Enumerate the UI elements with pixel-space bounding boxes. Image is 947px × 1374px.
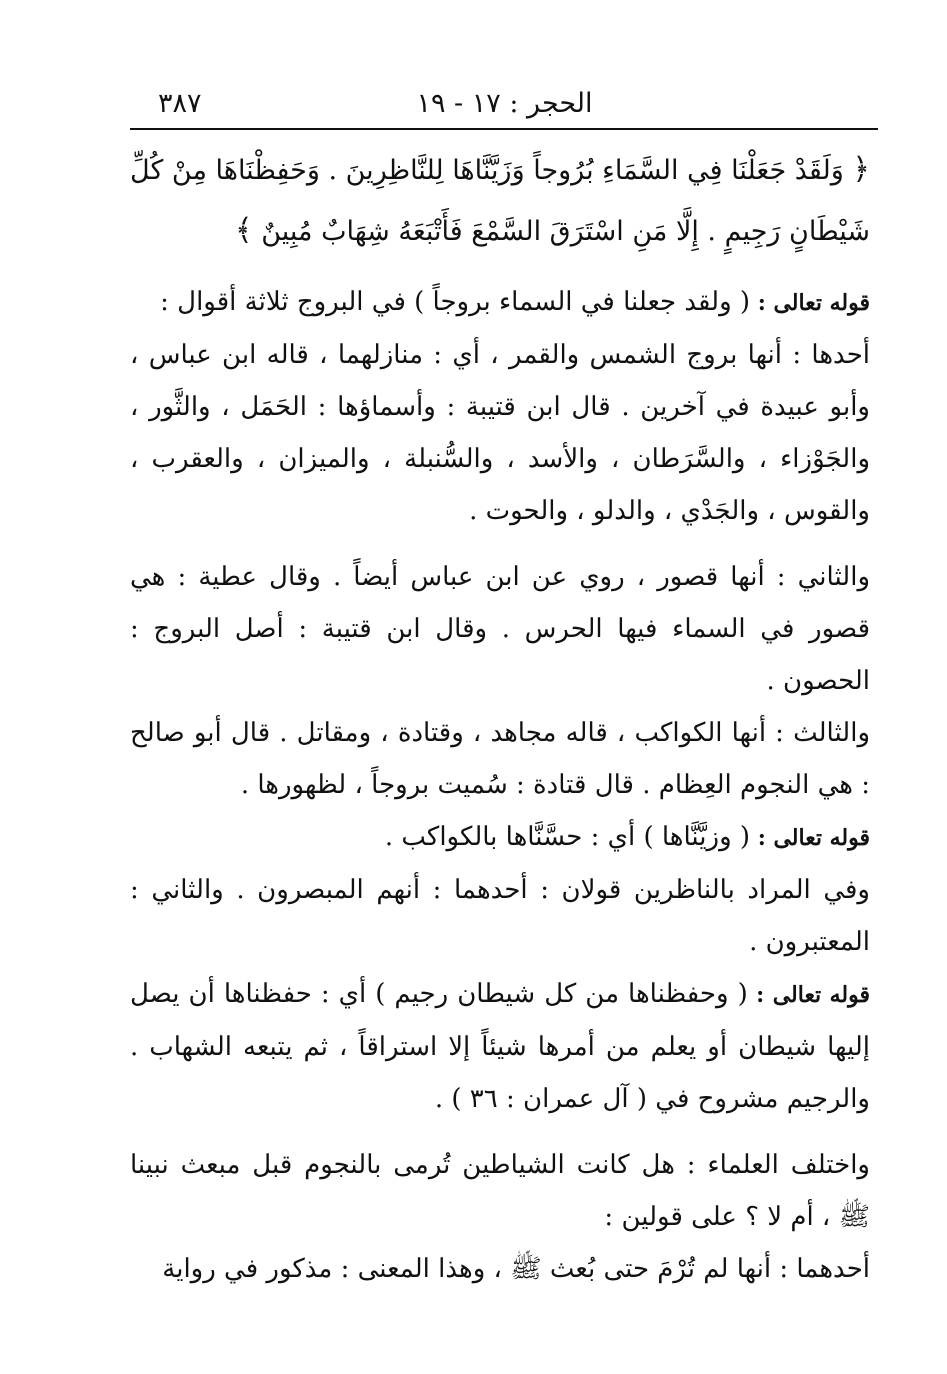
quran-verse: [130, 140, 870, 262]
paragraph: [130, 551, 870, 707]
page-number: ٣٨٧: [158, 88, 202, 119]
paragraph-text: ( ولقد جعلنا في السماء بروجاً ) في البروج ثلاثة أقوال :: [160, 287, 751, 317]
paragraph-text: والثاني : أنها قصور ، روي عن ابن عباس أيضاً . وقال عطية : هي قصور في السماء فيها الحرس . وقال ابن قتيبة : أصل البروج : الحصون .: [130, 562, 871, 696]
paragraph: [130, 811, 870, 864]
verse-close-bracket: ﴾: [235, 213, 253, 248]
paragraph-text: وفي المراد بالناظرين قولان : أحدهما : أنهم المبصرون . والثاني : المعتبرون .: [130, 875, 870, 957]
verse-open-bracket: ﴿: [852, 152, 870, 187]
paragraph-text: أحدهما : أنها لم تُرْمَ حتى بُعث ﷺ ، وهذا المعنى : مذكور في رواية: [162, 1254, 870, 1284]
paragraph-text: أحدها : أنها بروج الشمس والقمر ، أي : منازلهما ، قاله ابن عباس ، وأبو عبيدة في آخرين . قال ابن قتيبة : وأسماؤها : الحَمَل ، والثَّور ، والجَوْزاء ، والسَّرَطان ، والأسد ، والسُّنبلة ، والميزان ، والعقرب ، والقوس ، والجَدْي ، والدلو ، والحوت .: [130, 340, 870, 526]
page-header: [132, 84, 877, 124]
paragraph-lead: قوله تعالى :: [750, 290, 870, 316]
paragraph: [130, 864, 870, 968]
paragraph: [130, 1243, 870, 1295]
paragraph: [130, 707, 870, 811]
paragraph-text: والثالث : أنها الكواكب ، قاله مجاهد ، وقتادة ، ومقاتل . قال أبو صالح : هي النجوم العِظام . قال قتادة : سُميت بروجاً ، لظهورها .: [130, 718, 870, 800]
verse-text: وَلَقَدْ جَعَلْنَا فِي السَّمَاءِ بُرُوجاً وَزَيَّنَّاهَا لِلنَّاظِرِينَ . وَحَفِظْنَاهَا مِنْ كُلِّ شَيْطَانٍ رَجِيمٍ . إِلَّا مَنِ اسْتَرَقَ السَّمْعَ فَأَتْبَعَهُ شِهَابٌ مُبِينٌ: [130, 155, 870, 247]
running-title: الحجر : ١٧ - ١٩: [416, 88, 593, 119]
paragraph: [130, 276, 870, 329]
paragraph-lead: قوله تعالى :: [747, 982, 870, 1008]
paragraph-text: واختلف العلماء : هل كانت الشياطين تُرمى بالنجوم قبل مبعث نبينا ﷺ ، أم لا ؟ على قولين :: [130, 1150, 870, 1232]
page-body: [130, 140, 870, 1295]
commentary: [130, 276, 870, 1295]
paragraph-text: ( وحفظناها من كل شيطان رجيم ) أي : حفظناها أن يصل إليها شيطان أو يعلم من أمرها شيئاً إلا استراقاً ، ثم يتبعه الشهاب . والرجيم مشروح في ( آل عمران : ٣٦ ) .: [130, 979, 870, 1114]
paragraph-text: ( وزيَّنَّاها ) أي : حسَّنَّاها بالكواكب .: [384, 822, 751, 852]
paragraph: [130, 329, 870, 537]
paragraph: [130, 1139, 870, 1243]
paragraph-lead: قوله تعالى :: [750, 825, 870, 851]
header-rule: [130, 128, 878, 130]
paragraph: [130, 968, 870, 1125]
